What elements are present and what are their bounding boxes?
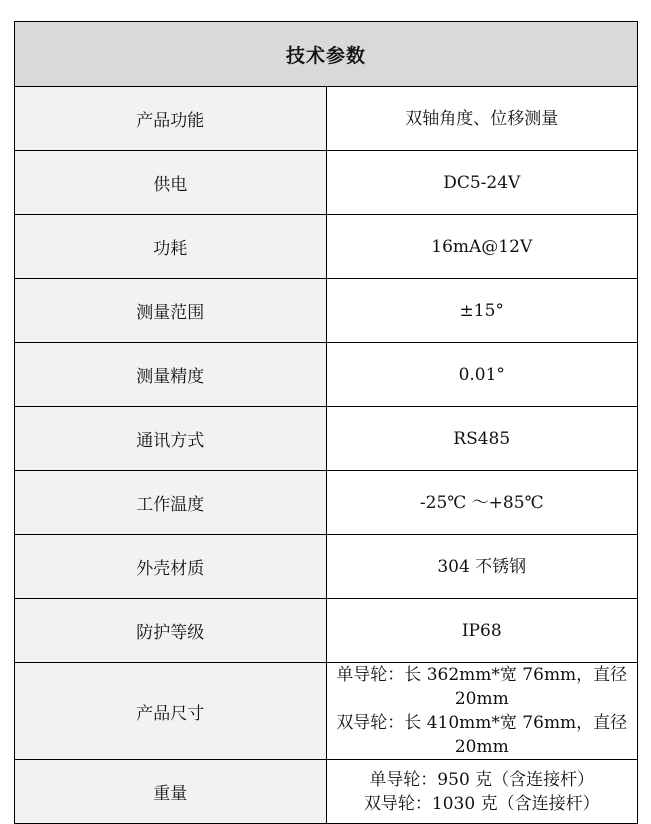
row-value-line: ±15°	[459, 300, 504, 321]
table-row	[15, 599, 638, 663]
row-label: 工作温度	[15, 471, 327, 535]
table-row	[15, 215, 638, 279]
row-value	[326, 599, 638, 663]
row-value	[326, 663, 638, 760]
row-label: 供电	[15, 151, 327, 215]
table-row	[15, 87, 638, 151]
table-row	[15, 471, 638, 535]
row-value-line: DC5-24V	[443, 172, 521, 193]
table-row	[15, 279, 638, 343]
row-label: 测量精度	[15, 343, 327, 407]
row-value-line: IP68	[461, 620, 502, 641]
row-value	[326, 471, 638, 535]
row-label: 防护等级	[15, 599, 327, 663]
row-label: 测量范围	[15, 279, 327, 343]
row-label: 外壳材质	[15, 535, 327, 599]
row-value	[326, 407, 638, 471]
row-value	[326, 279, 638, 343]
row-label: 功耗	[15, 215, 327, 279]
row-value-line: 单导轮：长 362mm*宽 76mm，直径 20mm	[336, 665, 628, 709]
row-value-line: -25℃ ～+85℃	[419, 492, 544, 513]
table-row	[15, 343, 638, 407]
row-value-line: 0.01°	[458, 364, 505, 385]
table-row	[15, 535, 638, 599]
table-row	[15, 407, 638, 471]
row-label: 产品尺寸	[15, 663, 327, 760]
row-value	[326, 87, 638, 151]
row-value-line: 双导轮：1030 克（含连接杆）	[363, 793, 600, 814]
row-label: 通讯方式	[15, 407, 327, 471]
spec-table-body	[15, 22, 638, 824]
row-value-line: 双轴角度、位移测量	[405, 108, 559, 129]
table-row	[15, 663, 638, 760]
row-value-line: RS485	[453, 428, 511, 449]
row-value	[326, 343, 638, 407]
row-value-line: 304 不锈钢	[437, 556, 527, 577]
table-row	[15, 760, 638, 824]
row-label: 重量	[15, 760, 327, 824]
row-value	[326, 151, 638, 215]
table-title-row	[15, 22, 638, 87]
row-value-line: 单导轮：950 克（含连接杆）	[369, 769, 595, 790]
table-title: 技术参数	[15, 22, 638, 87]
spec-table	[14, 21, 638, 824]
row-value	[326, 535, 638, 599]
row-label: 产品功能	[15, 87, 327, 151]
row-value	[326, 760, 638, 824]
row-value-line: 双导轮：长 410mm*宽 76mm，直径 20mm	[336, 713, 628, 757]
table-row	[15, 151, 638, 215]
row-value-line: 16mA@12V	[431, 236, 533, 257]
row-value	[326, 215, 638, 279]
